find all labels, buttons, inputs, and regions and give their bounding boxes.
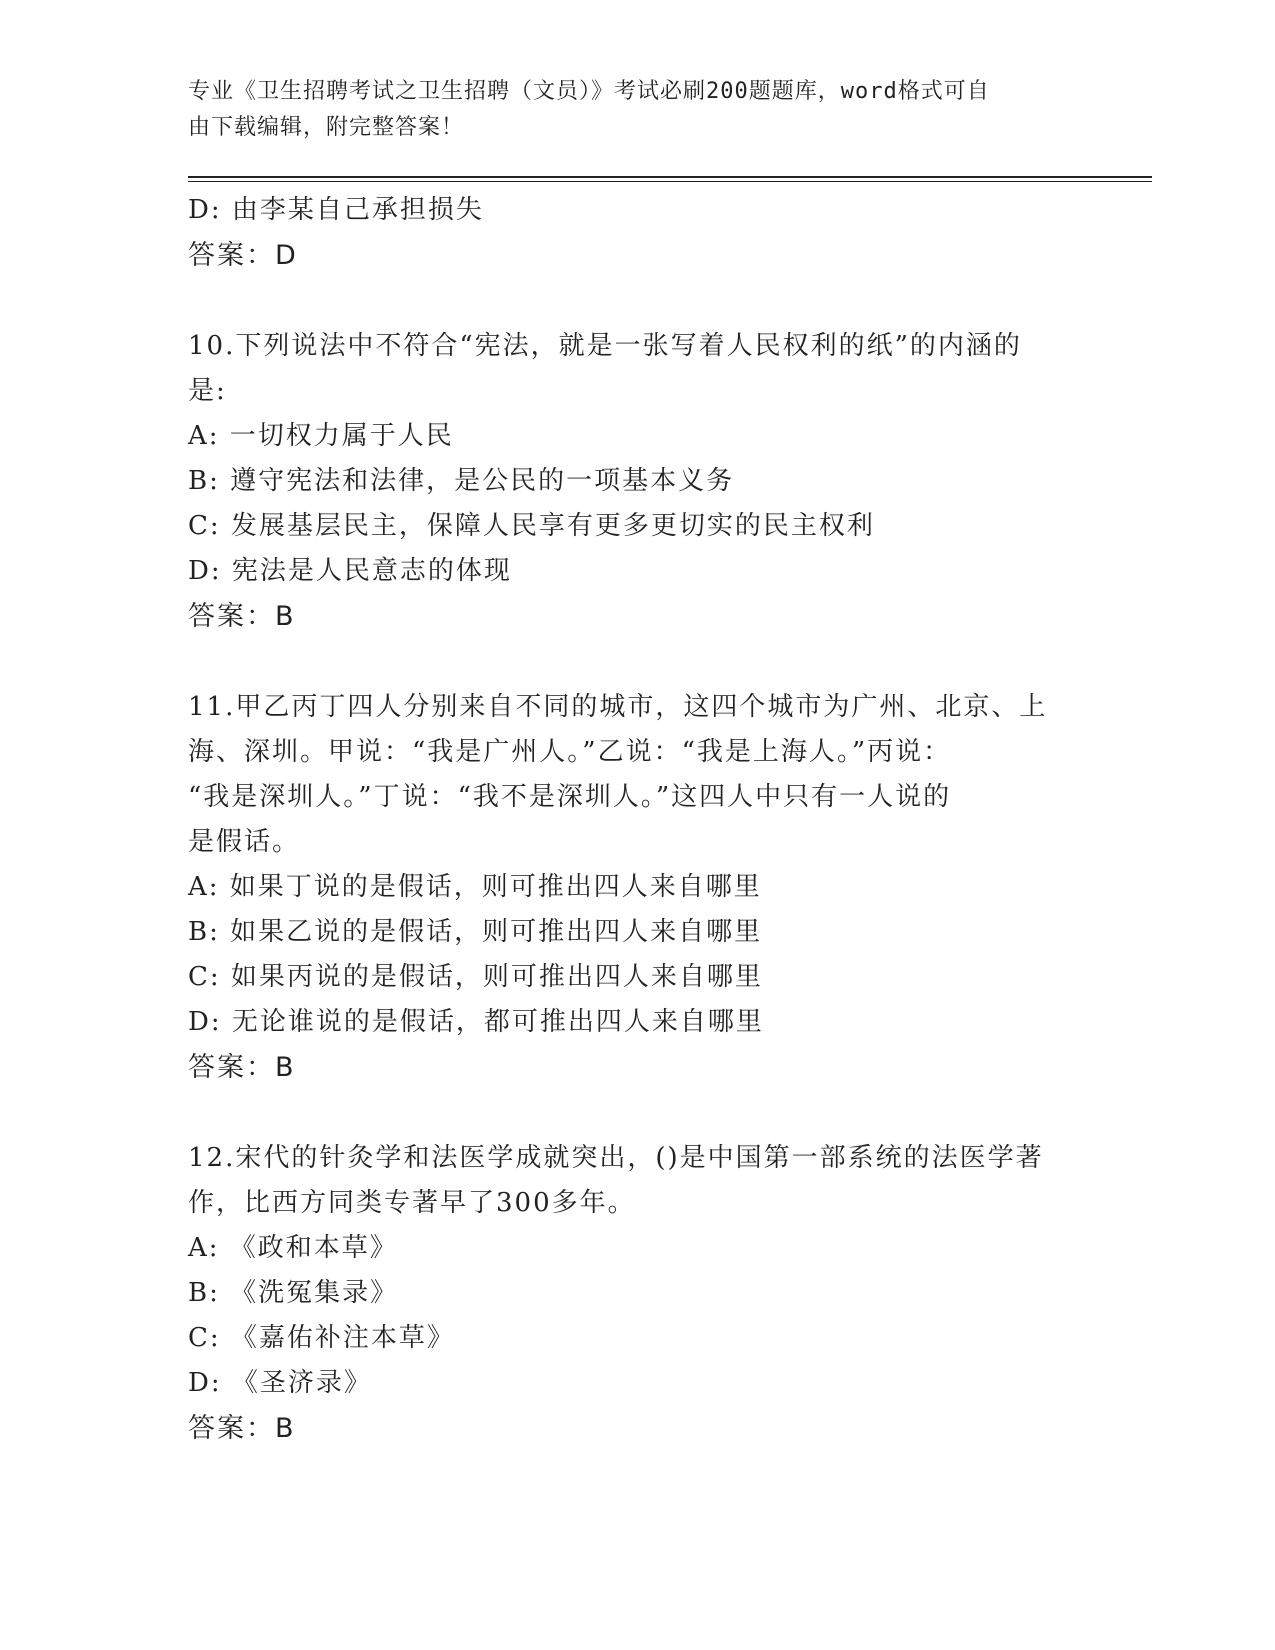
header-divider-thick — [188, 176, 1152, 178]
question-stem-line: 作，比西方同类专著早了300多年。 — [188, 1188, 636, 1218]
question-stem-line: 是: — [188, 376, 227, 406]
option-d: D: 《圣济录》 — [188, 1368, 372, 1398]
question-block — [188, 324, 1088, 639]
question-block — [188, 1136, 1088, 1451]
option-d: D: 无论谁说的是假话，都可推出四人来自哪里 — [188, 1007, 764, 1037]
option-c: C: 发展基层民主，保障人民享有更多更切实的民主权利 — [188, 511, 875, 541]
question-stem-line: 12.宋代的针灸学和法医学成就突出，()是中国第一部系统的法医学著 — [188, 1143, 1044, 1173]
question-stem-line: 10.下列说法中不符合“宪法，就是一张写着人民权利的纸”的内涵的 — [188, 331, 1022, 361]
question-stem-line: “我是深圳人。”丁说：“我不是深圳人。”这四人中只有一人说的 — [188, 782, 952, 812]
option-c: C: 如果丙说的是假话，则可推出四人来自哪里 — [188, 962, 763, 992]
option-c: C: 《嘉佑补注本草》 — [188, 1323, 455, 1353]
option-a: A: 如果丁说的是假话，则可推出四人来自哪里 — [188, 872, 762, 902]
option-b: B: 遵守宪法和法律，是公民的一项基本义务 — [188, 466, 735, 496]
answer-label: 答案：B — [188, 1413, 296, 1444]
header-text-line-1: 专业《卫生招聘考试之卫生招聘（文员）》考试必刷200题题库，word格式可自 — [188, 79, 990, 104]
document-header — [188, 74, 1068, 146]
option-b: B: 如果乙说的是假话，则可推出四人来自哪里 — [188, 917, 763, 947]
question-content — [188, 188, 1088, 1451]
question-stem-line: 海、深圳。甲说：“我是广州人。”乙说：“我是上海人。”丙说： — [188, 737, 952, 767]
option-b: B: 《洗冤集录》 — [188, 1278, 399, 1308]
option-d: D: 宪法是人民意志的体现 — [188, 556, 512, 586]
answer-label: 答案：B — [188, 601, 296, 632]
header-divider-thin — [188, 181, 1152, 182]
option-a: A: 《政和本草》 — [188, 1233, 398, 1263]
answer-label: 答案：D — [188, 240, 298, 271]
header-text-line-2: 由下载编辑，附完整答案！ — [188, 115, 465, 140]
question-stem-line: 是假话。 — [188, 827, 301, 857]
answer-label: 答案：B — [188, 1052, 296, 1083]
option-d: D: 由李某自己承担损失 — [188, 195, 484, 225]
question-stem-line: 11.甲乙丙丁四人分别来自不同的城市，这四个城市为广州、北京、上 — [188, 692, 1048, 722]
question-block — [188, 685, 1088, 1090]
option-a: A: 一切权力属于人民 — [188, 421, 454, 451]
